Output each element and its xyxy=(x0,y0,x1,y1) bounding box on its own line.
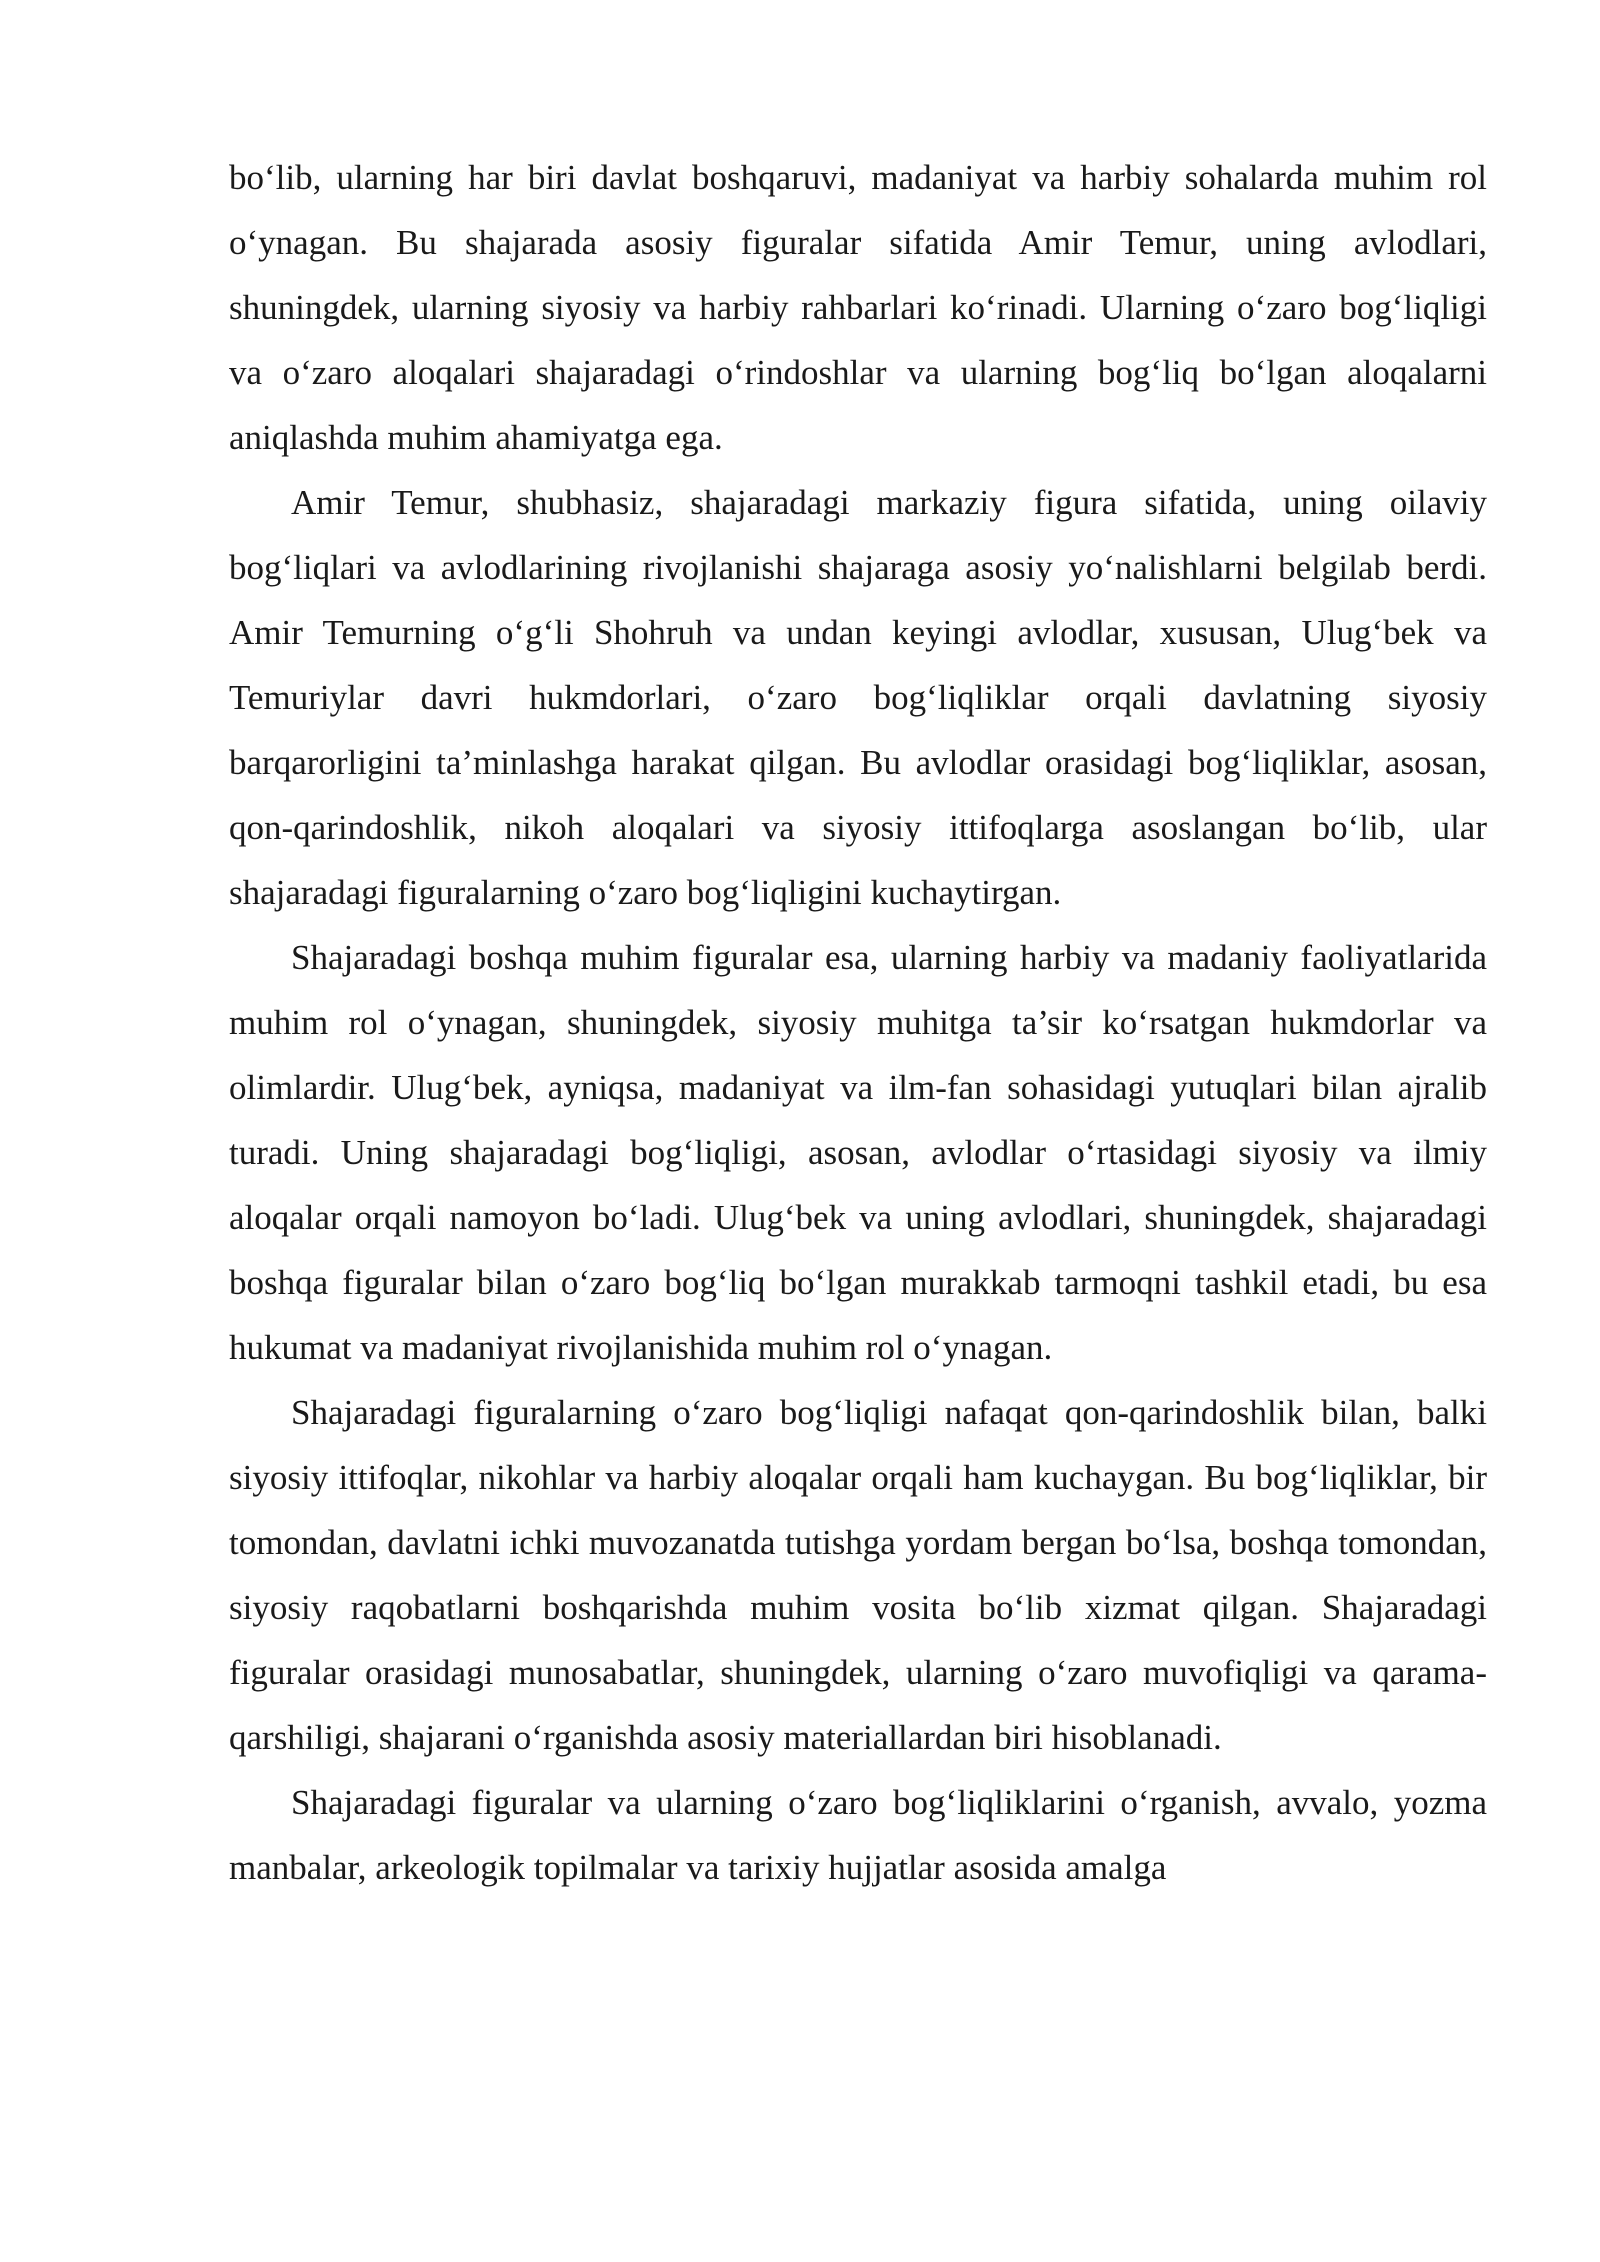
paragraph-amir-temur: Amir Temur, shubhasiz, shajaradagi markaziy figura sifatida, uning oilaviy bog‘liqlari va avlodlarining rivojlanishi shajaraga asosiy yo‘nalishlarni belgilab berdi. Amir Temurning o‘g‘li Shohruh va undan keyingi avlodlar, xususan, Ulug‘bek va Temuriylar davri hukmdorlari, o‘zaro bog‘liqliklar orqali davlatning siyosiy barqarorligini ta’minlashga harakat qilgan. Bu avlodlar orasidagi bog‘liqliklar, asosan, qon-qarindoshlik, nikoh aloqalari va siyosiy ittifoqlarga asoslangan bo‘lib, ular shajaradagi figuralarning o‘zaro bog‘liqligini kuchaytirgan. xyxy=(229,483,1487,912)
body-text xyxy=(229,145,1487,1900)
paragraph-continuation: bo‘lib, ularning har biri davlat boshqaruvi, madaniyat va harbiy sohalarda muhim rol o‘ynagan. Bu shajarada asosiy figuralar sifatida Amir Temur, uning avlodlari, shuningdek, ularning siyosiy va harbiy rahbarlari ko‘rinadi. Ularning o‘zaro bog‘liqligi va o‘zaro aloqalari shajaradagi o‘rindoshlar va ularning bog‘liq bo‘lgan aloqalarni aniqlashda muhim ahamiyatga ega. xyxy=(229,158,1487,457)
paragraph-interconnections: Shajaradagi figuralarning o‘zaro bog‘liqligi nafaqat qon-qarindoshlik bilan, balki siyosiy ittifoqlar, nikohlar va harbiy aloqalar orqali ham kuchaygan. Bu bog‘liqliklar, bir tomondan, davlatni ichki muvozanatda tutishga yordam bergan bo‘lsa, boshqa tomondan, siyosiy raqobatlarni boshqarishda muhim vosita bo‘lib xizmat qilgan. Shajaradagi figuralar orasidagi munosabatlar, shuningdek, ularning o‘zaro muvofiqligi va qarama-qarshiligi, shajarani o‘rganishda asosiy materiallardan biri hisoblanadi. xyxy=(229,1393,1487,1757)
paragraph-study-sources: Shajaradagi figuralar va ularning o‘zaro bog‘liqliklarini o‘rganish, avvalo, yozma manbalar, arkeologik topilmalar va tarixiy hujjatlar asosida amalga xyxy=(229,1783,1487,1887)
paragraph-other-figures: Shajaradagi boshqa muhim figuralar esa, ularning harbiy va madaniy faoliyatlarida muhim rol o‘ynagan, shuningdek, siyosiy muhitga ta’sir ko‘rsatgan hukmdorlar va olimlardir. Ulug‘bek, ayniqsa, madaniyat va ilm-fan sohasidagi yutuqlari bilan ajralib turadi. Uning shajaradagi bog‘liqligi, asosan, avlodlar o‘rtasidagi siyosiy va ilmiy aloqalar orqali namoyon bo‘ladi. Ulug‘bek va uning avlodlari, shuningdek, shajaradagi boshqa figuralar bilan o‘zaro bog‘liq bo‘lgan murakkab tarmoqni tashkil etadi, bu esa hukumat va madaniyat rivojlanishida muhim rol o‘ynagan. xyxy=(229,938,1487,1367)
